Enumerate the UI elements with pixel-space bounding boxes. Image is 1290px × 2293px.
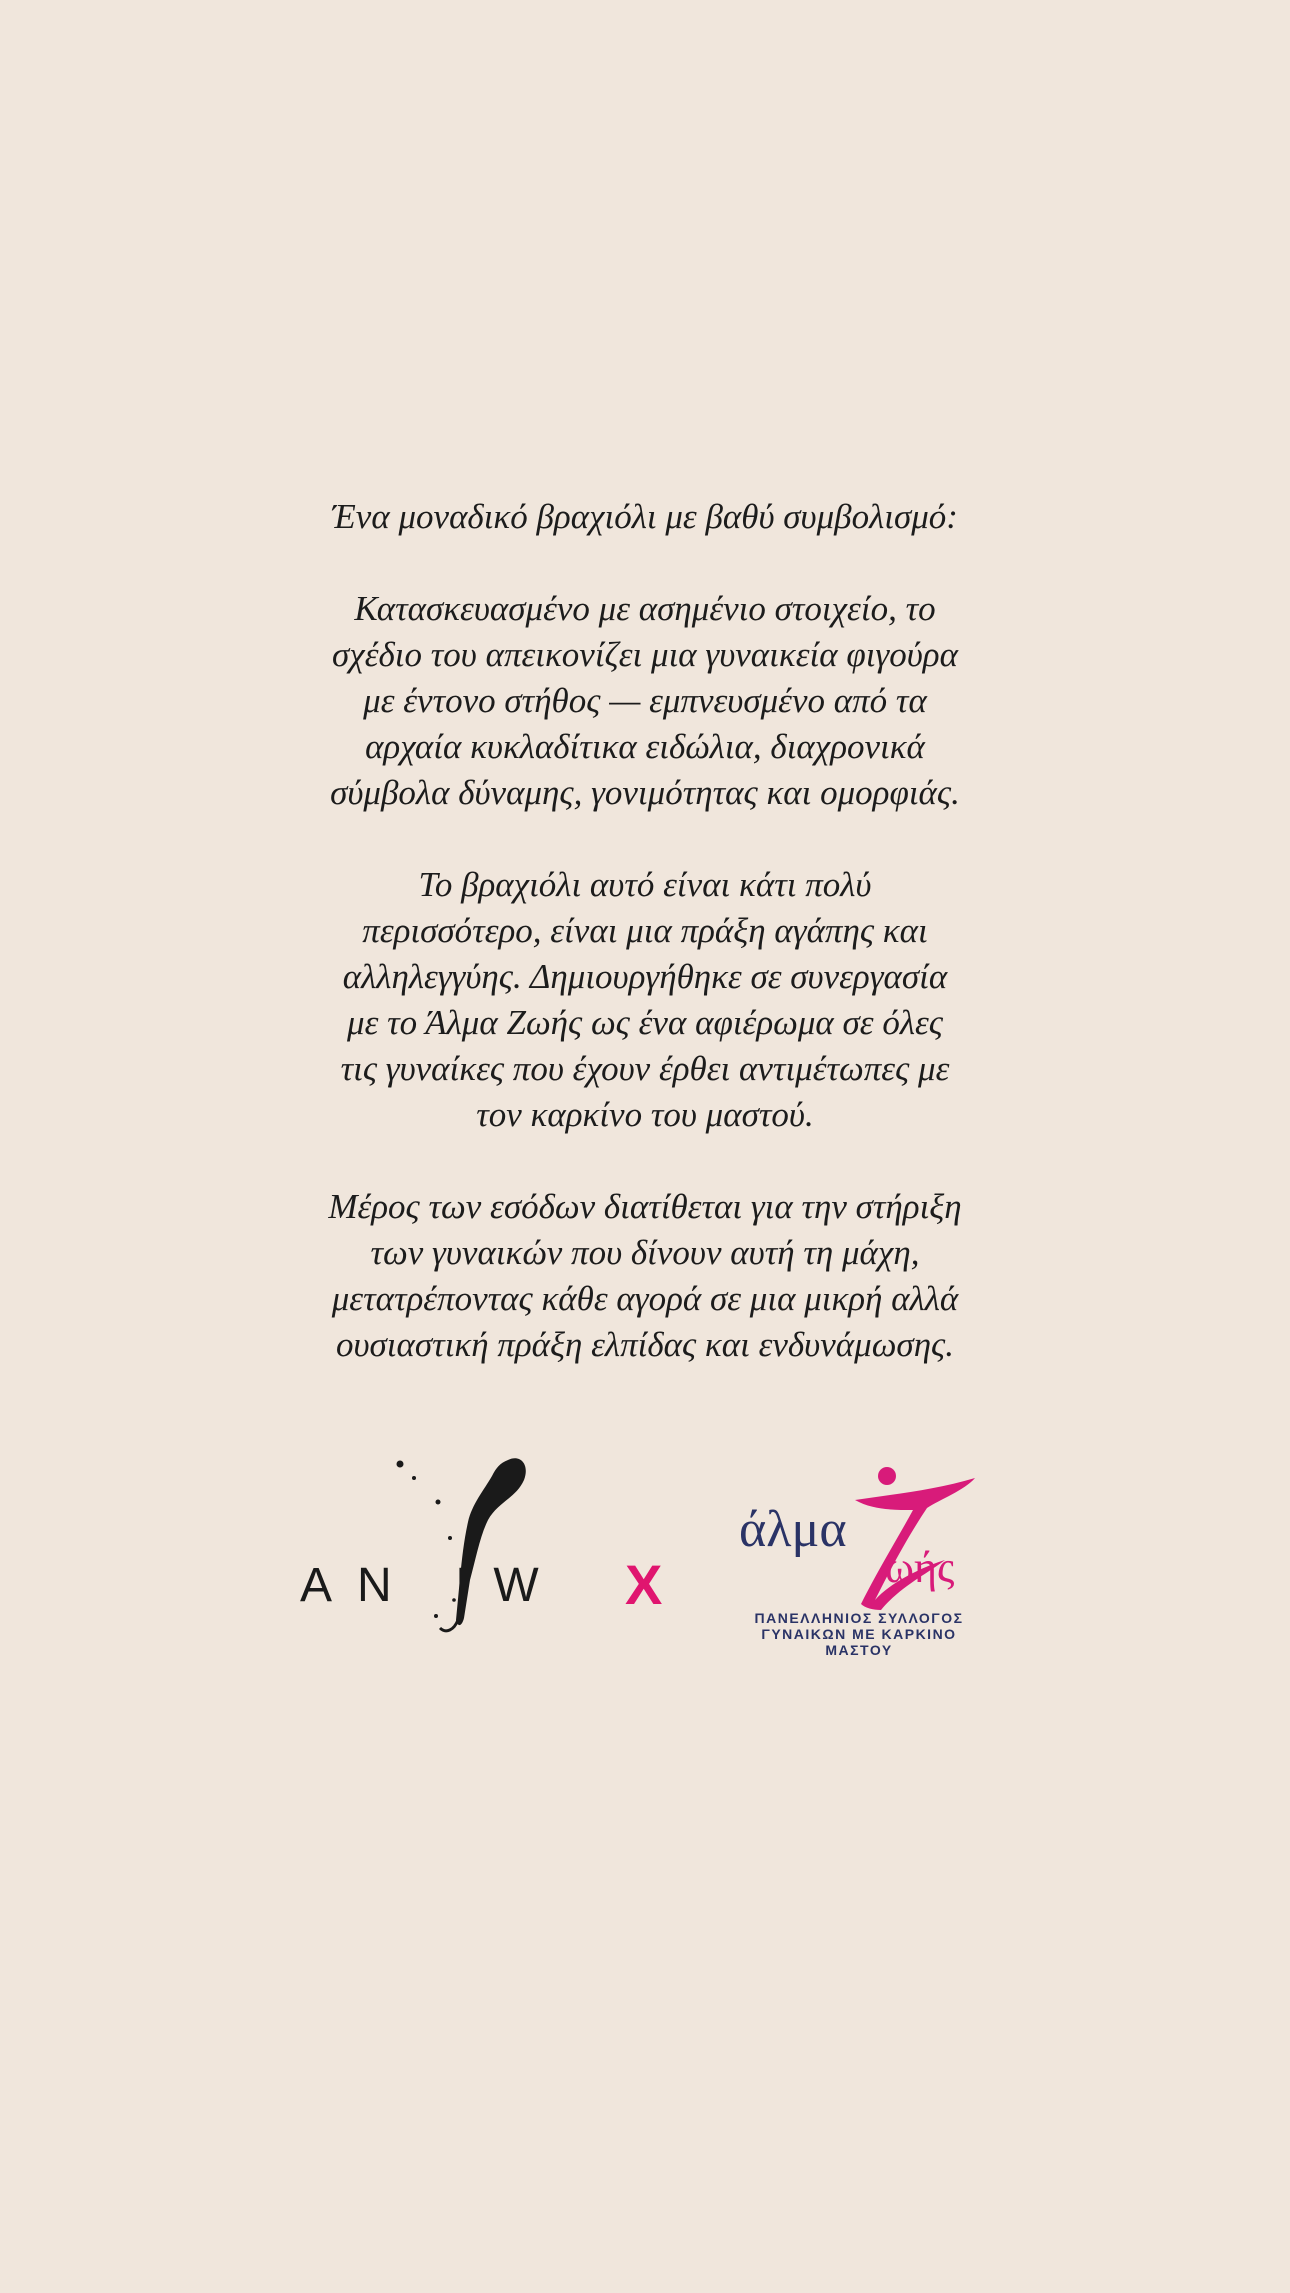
paragraph-line: Μέρος των εσόδων διατίθεται για την στήριξη [328,1187,962,1226]
alma-wordmark: άλμα [739,1501,847,1558]
paragraph-line: αρχαία κυκλαδίτικα ειδώλια, διαχρονικά [365,727,925,766]
paragraph-line: με έντονο στήθος — εμπνευσμένο από τα [363,681,927,720]
description-text [225,494,1065,1368]
paragraph-line: των γυναικών που δίνουν αυτή τη μάχη, [370,1233,920,1272]
intro-title [225,494,1065,540]
paragraph-proceeds [225,1184,1065,1368]
collaboration-x: X [625,1553,663,1616]
paragraph-line: μετατρέποντας κάθε αγορά σε μια μικρή αλλά [331,1279,959,1318]
aniw-logo [280,1450,600,1640]
paragraph-line: τον καρκίνο του μαστού. [476,1095,814,1134]
paragraph-line: σχέδιο του απεικονίζει μια γυναικεία φιγούρα [332,635,958,674]
zois-wordmark: ωής [885,1543,955,1592]
aniw-wordmark: AN IW [300,1559,564,1612]
alma-subtitle [739,1610,979,1658]
partner-logos [0,1450,1290,1658]
paragraph-line: αλληλεγγύης. Δημιουργήθηκε σε συνεργασία [342,957,948,996]
paragraph-line: περισσότερο, είναι μια πράξη αγάπης και [362,911,928,950]
alma-subtitle-line2: ΓΥΝΑΙΚΩΝ ΜΕ ΚΑΡΚΙΝΟ ΜΑΣΤΟΥ [761,1626,957,1658]
paragraph-line: σύμβολα δύναμης, γονιμότητας και ομορφιάς. [330,773,960,812]
paragraph-line: Το βραχιόλι αυτό είναι κάτι πολύ [418,865,872,904]
paragraph-craft [225,586,1065,816]
intro-title-text: Ένα μοναδικό βραχιόλι με βαθύ συμβολισμό: [332,497,958,536]
alma-zois-logo [735,1460,995,1658]
alma-subtitle-line1: ΠΑΝΕΛΛΗΝΙΟΣ ΣΥΛΛΟΓΟΣ [754,1610,964,1626]
paragraph-line: ουσιαστική πράξη ελπίδας και ενδυνάμωσης. [335,1325,955,1364]
paragraph-line: με το Άλμα Ζωής ως ένα αφιέρωμα σε όλες [347,1003,943,1042]
paragraph-solidarity [225,862,1065,1138]
paragraph-line: Κατασκευασμένο με ασημένιο στοιχείο, το [354,589,936,628]
paragraph-line: τις γυναίκες που έχουν έρθει αντιμέτωπες με [340,1049,950,1088]
